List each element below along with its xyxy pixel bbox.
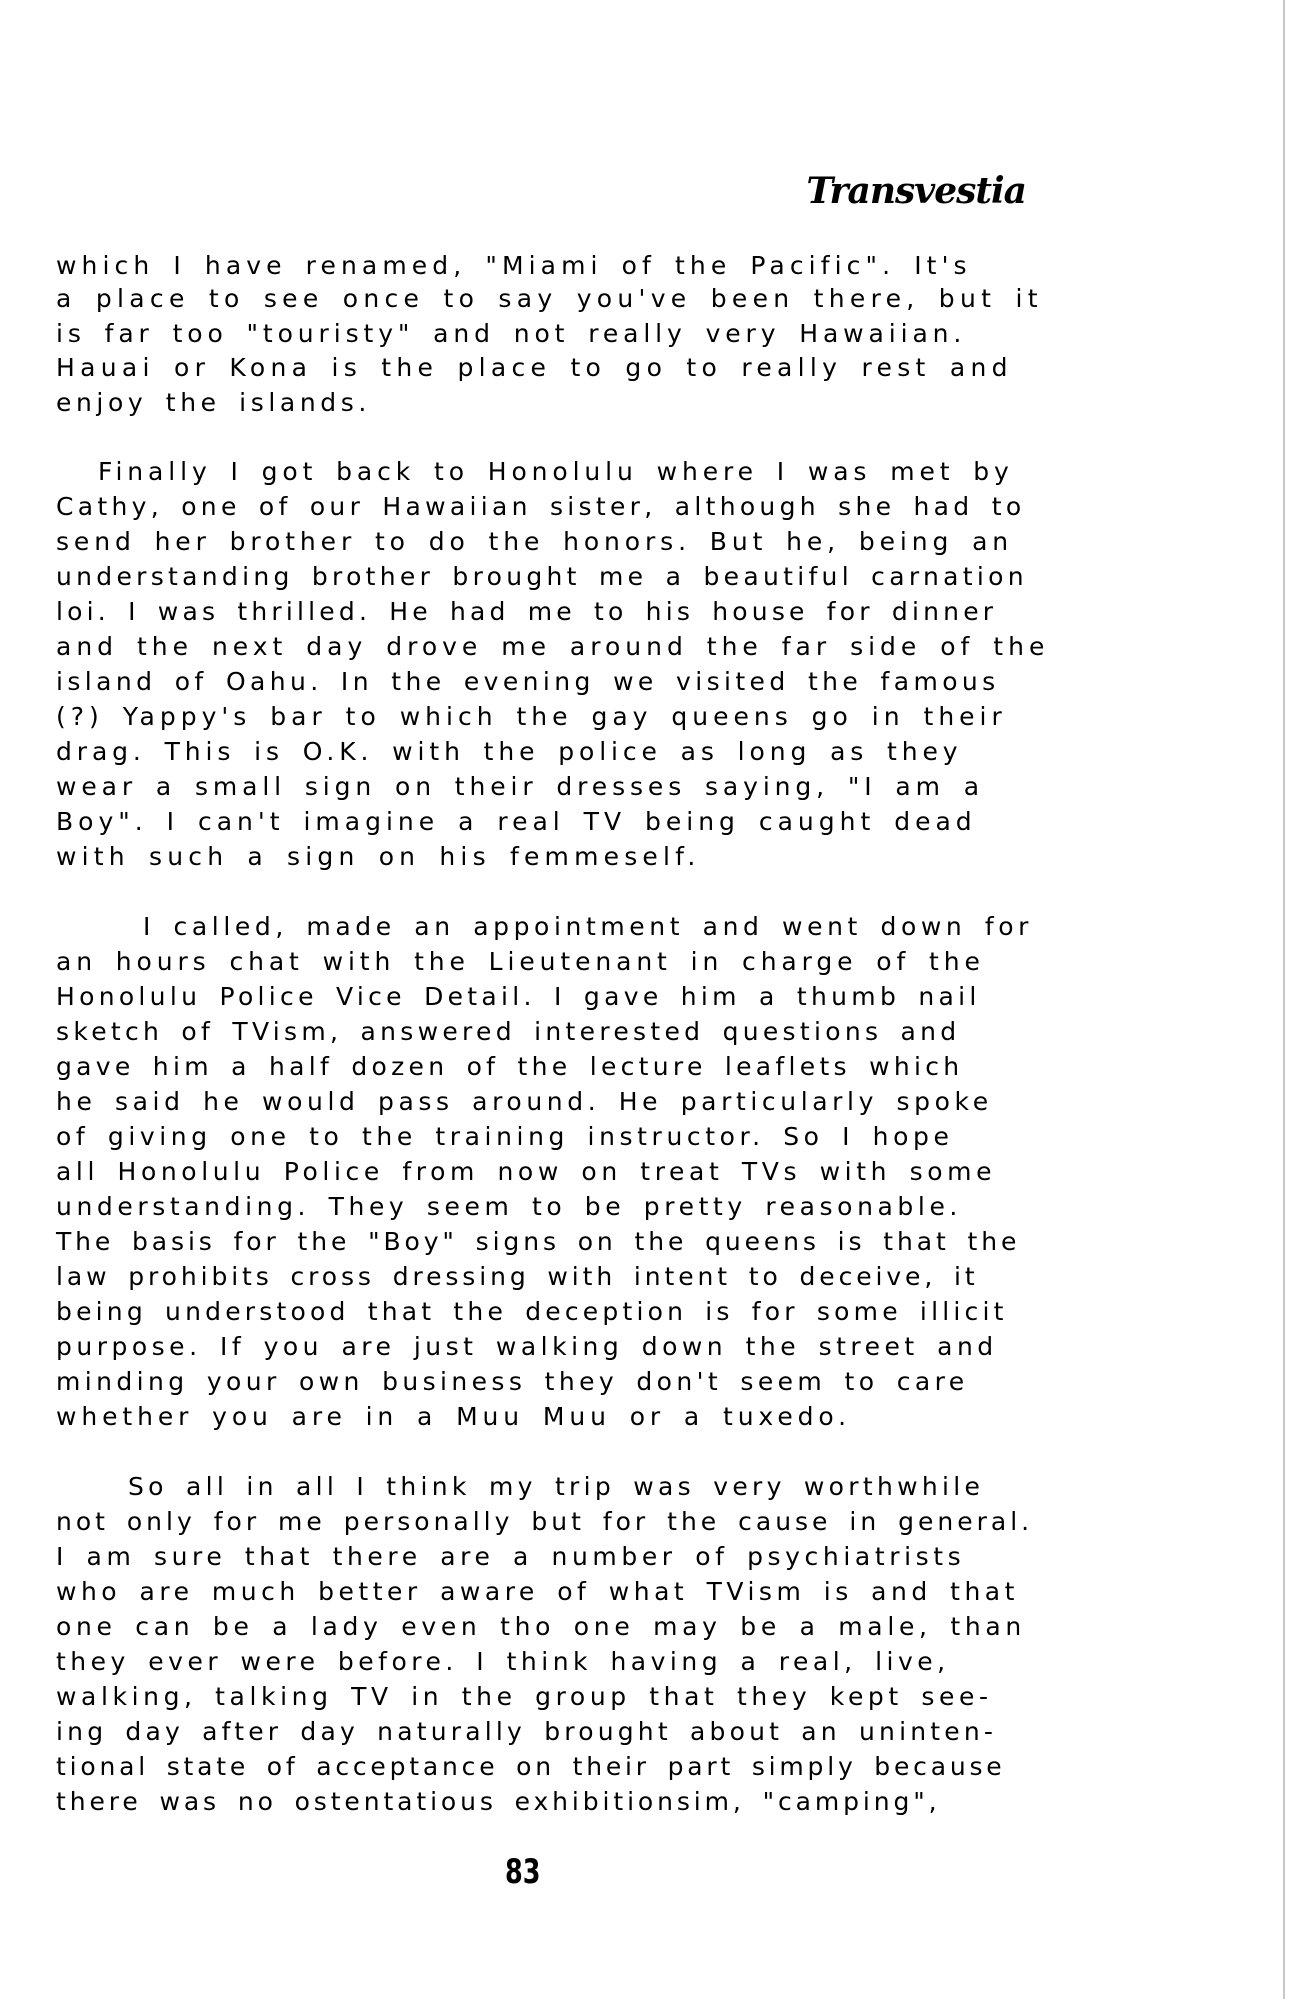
text-line: send her brother to do the honors. But he, being an (56, 527, 1014, 556)
text-line: Finally I got back to Honolulu where I was met by (98, 457, 1014, 486)
text-line: law prohibits cross dressing with intent to deceive, it (56, 1262, 979, 1291)
text-line: which I have renamed, "Miami of the Pacific". It's (56, 251, 972, 280)
text-line: whether you are in a Muu Muu or a tuxedo. (56, 1402, 852, 1431)
text-line: understanding. They seem to be pretty reasonable. (56, 1192, 962, 1221)
text-line: minding your own business they don't seem to care (56, 1367, 969, 1396)
text-line: being understood that the deception is for some illicit (56, 1297, 1008, 1326)
running-head: Transvestia (806, 170, 1026, 212)
text-line: enjoy the islands. (56, 388, 371, 417)
text-line: all Honolulu Police from now on treat TVs with some (56, 1157, 997, 1186)
text-line: understanding brother brought me a beautiful carnation (56, 562, 1028, 591)
text-line: I called, made an appointment and went down for (143, 912, 1034, 941)
text-line: So all in all I think my trip was very worthwhile (128, 1472, 985, 1501)
text-line: he said he would pass around. He particularly spoke (56, 1087, 993, 1116)
text-line: island of Oahu. In the evening we visited the famous (56, 667, 1000, 696)
text-line: wear a small sign on their dresses saying, "I am a (56, 772, 984, 801)
text-line: purpose. If you are just walking down the street and (56, 1332, 998, 1361)
text-line: sketch of TVism, answered interested questions and (56, 1017, 961, 1046)
text-line: and the next day drove me around the far side of the (56, 632, 1050, 661)
text-line: there was no ostentatious exhibitionsim, "camping", (56, 1787, 941, 1816)
text-line: with such a sign on his femmeself. (56, 842, 701, 871)
text-line: Boy". I can't imagine a real TV being caught dead (56, 807, 977, 836)
text-line: (?) Yappy's bar to which the gay queens go in their (56, 702, 1007, 731)
text-line: a place to see once to say you've been there, but it (56, 284, 1043, 313)
text-line: an hours chat with the Lieutenant in charge of the (56, 947, 985, 976)
text-line: who are much better aware of what TVism is and that (56, 1577, 1019, 1606)
text-line: gave him a half dozen of the lecture leaflets which (56, 1052, 964, 1081)
text-line: one can be a lady even tho one may be a male, than (56, 1612, 1026, 1641)
text-line: not only for me personally but for the cause in general. (56, 1507, 1034, 1536)
page-number: 83 (505, 1852, 541, 1892)
text-line: loi. I was thrilled. He had me to his house for dinner (56, 597, 998, 626)
text-line: drag. This is O.K. with the police as long as they (56, 737, 963, 766)
text-line: is far too "touristy" and not really very Hawaiian. (56, 319, 967, 348)
text-line: ing day after day naturally brought about an uninten- (56, 1717, 998, 1746)
text-line: Honolulu Police Vice Detail. I gave him a thumb nail (56, 982, 981, 1011)
text-line: Hauai or Kona is the place to go to really rest and (56, 353, 1013, 382)
text-line: walking, talking TV in the group that they kept see- (56, 1682, 993, 1711)
page-edge (1283, 0, 1285, 1999)
text-line: tional state of acceptance on their part simply because (56, 1752, 1006, 1781)
text-line: The basis for the "Boy" signs on the queens is that the (56, 1227, 1021, 1256)
text-line: they ever were before. I think having a real, live, (56, 1647, 950, 1676)
text-line: I am sure that there are a number of psychiatrists (56, 1542, 966, 1571)
text-line: Cathy, one of our Hawaiian sister, although she had to (56, 492, 1026, 521)
text-line: of giving one to the training instructor. So I hope (56, 1122, 954, 1151)
